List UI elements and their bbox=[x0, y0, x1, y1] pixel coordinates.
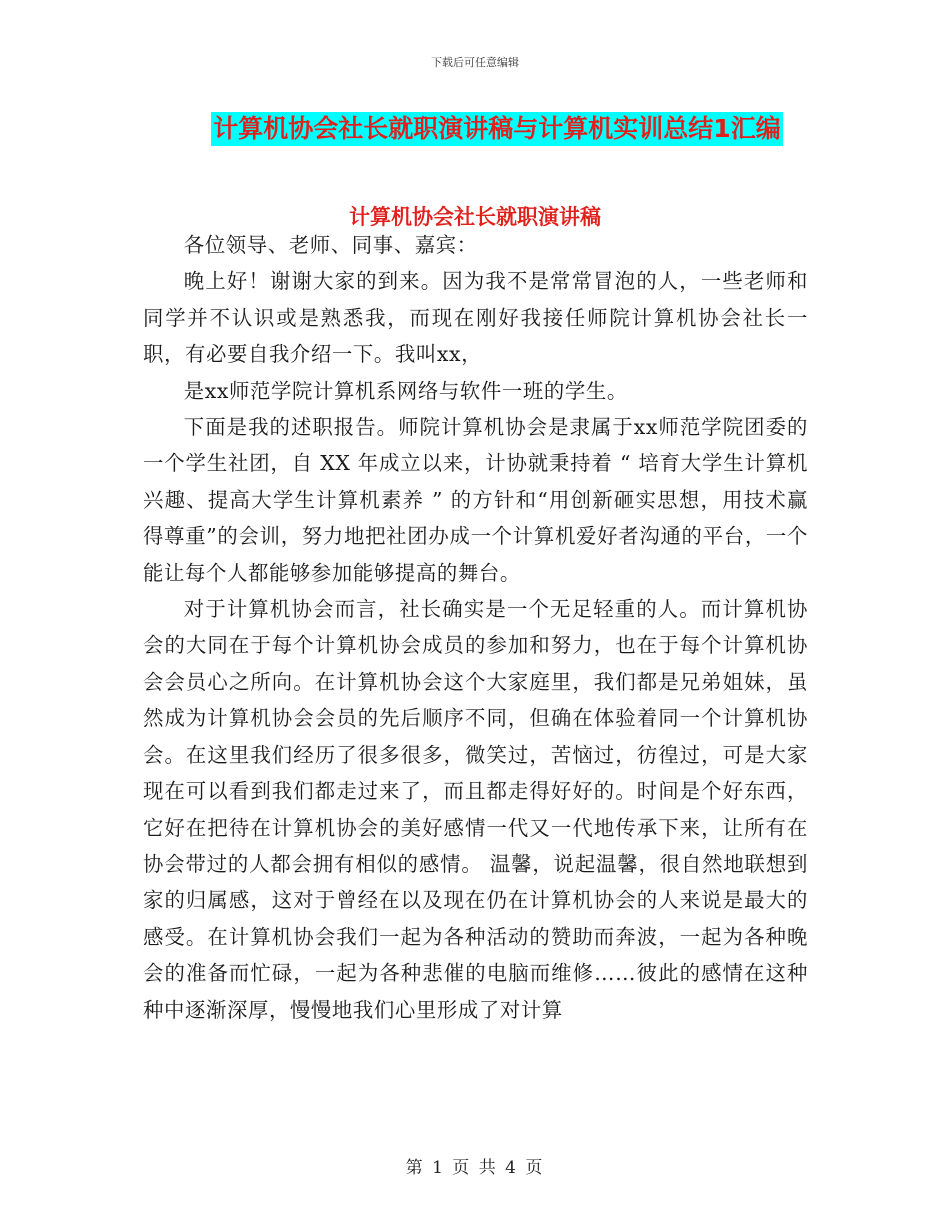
section-title: 计算机协会社长就职演讲稿 bbox=[349, 205, 601, 229]
paragraph-salutation: 各位领导、老师、同事、嘉宾： bbox=[183, 233, 478, 257]
page-number: 第 1 页 共 4 页 bbox=[405, 1158, 545, 1178]
paragraph-introduction: 晚上好！谢谢大家的到来。因为我不是常常冒泡的人，一些老师和同学并不认识或是熟悉我，而现在刚好我接任师院计算机协会社长一职，有必要自我介绍一下。我叫xx， bbox=[143, 269, 808, 367]
main-title-container bbox=[0, 112, 950, 146]
paragraph-association: 对于计算机协会而言，社长确实是一个无足轻重的人。而计算机协会的大同在于每个计算机协会成员的参加和努力，也在于每个计算机协会会员心之所向。在计算机协会这个大家庭里，我们都是兄弟姐妹，虽然成为计算机协会会员的先后顺序不同，但确在体验着同一个计算机协会。在这里我们经历了很多很多，微笑过，苦恼过，彷徨过，可是大家现在可以看到我们都走过来了，而且都走得好好的。时间是个好东西，它好在把待在计算机协会的美好感情一代又一代地传承下来，让所有在协会带过的人都会拥有相似的感情。 温馨，说起温馨，很自然地联想到家的归属感，这对于曾经在以及现在仍在计算机协会的人来说是最大的感受。在计算机协会我们一起为各种活动的赞助而奔波，一起为各种晚会的准备而忙碌，一起为各种悲催的电脑而维修……彼此的感情在这种种中逐渐深厚，慢慢地我们心里形成了对计算 bbox=[143, 597, 808, 1022]
main-title: 计算机协会社长就职演讲稿与计算机实训总结1汇编 bbox=[211, 112, 782, 146]
page-header-note: 下载后可任意编辑 bbox=[431, 56, 519, 69]
paragraph-student-info: 是xx师范学院计算机系网络与软件一班的学生。 bbox=[183, 378, 628, 403]
paragraph-report: 下面是我的述职报告。师院计算机协会是隶属于xx师范学院团委的一个学生社团，自 XX 年成立以来，计协就秉持着 “ 培育大学生计算机兴趣、提高大学生计算机素养 ” 的方针和“用创新砸实思想，用技术赢得尊重”的会训，努力地把社团办成一个计算机爱好者沟通的平台，一个能让每个人都能够参加能够提高的舞台。 bbox=[143, 415, 808, 585]
document-body bbox=[143, 227, 808, 1028]
